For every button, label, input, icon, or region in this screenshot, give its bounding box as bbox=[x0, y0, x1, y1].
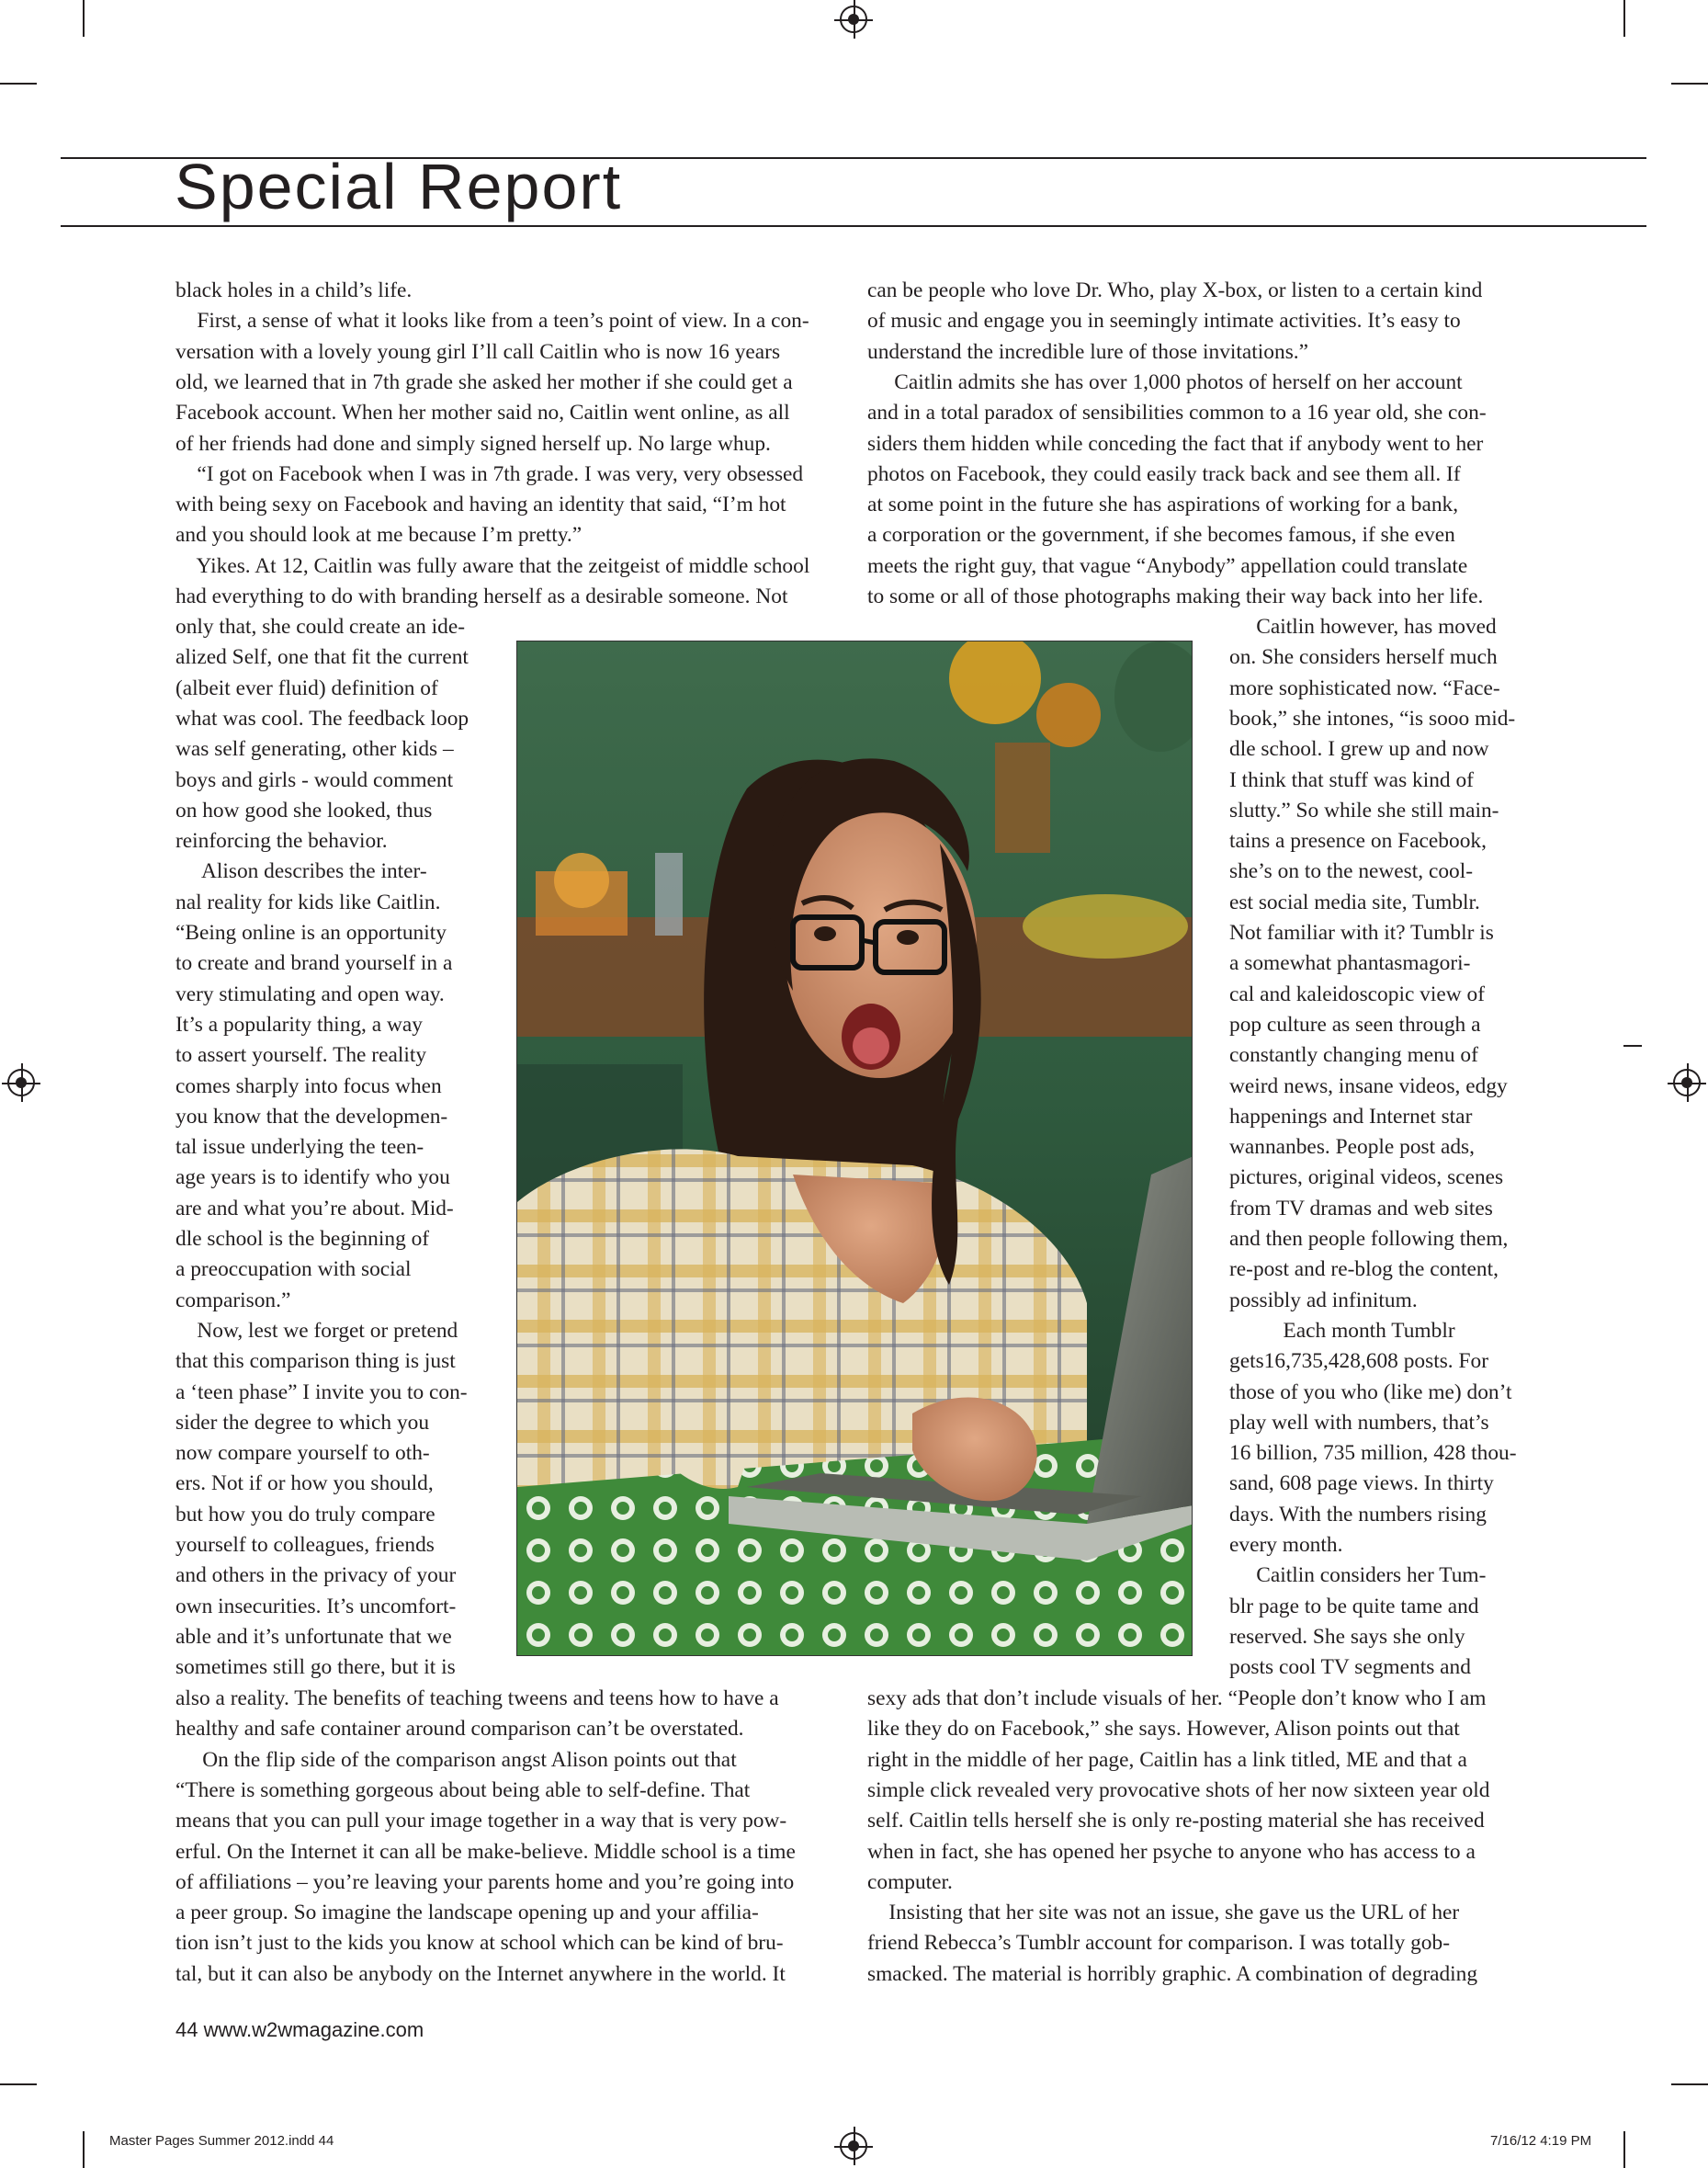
crop-mark bbox=[1671, 2083, 1708, 2085]
body-text-line: comparison.” bbox=[175, 1288, 291, 1312]
body-text-line: of music and engage you in seemingly intimate activities. It’s easy to bbox=[867, 309, 1461, 334]
article-photo bbox=[516, 641, 1193, 1656]
body-text-line: possibly ad infinitum. bbox=[1229, 1288, 1418, 1312]
registration-mark-icon bbox=[840, 6, 867, 33]
body-text-line: sexy ads that don’t include visuals of her. “People don’t know who I am bbox=[867, 1686, 1487, 1710]
body-text-line: means that you can pull your image together in a way that is very pow- bbox=[175, 1809, 787, 1833]
body-text-line: black holes in a child’s life. bbox=[175, 278, 413, 302]
body-text-line: was self generating, other kids – bbox=[175, 737, 454, 762]
registration-mark-icon bbox=[1673, 1069, 1701, 1096]
body-text-line: she’s on to the newest, cool- bbox=[1229, 859, 1474, 884]
body-text-line: to some or all of those photographs making their way back into her life. bbox=[867, 585, 1484, 608]
body-text-line: “I got on Facebook when I was in 7th grade. I was very, very obsessed bbox=[175, 461, 804, 486]
body-text-line: erful. On the Internet it can all be make-believe. Middle school is a time bbox=[175, 1839, 796, 1864]
registration-mark-icon bbox=[7, 1069, 35, 1096]
body-text-line: nal reality for kids like Caitlin. bbox=[175, 890, 441, 914]
body-text-line: “Being online is an opportunity bbox=[175, 921, 447, 945]
body-text-line: Yikes. At 12, Caitlin was fully aware that the zeitgeist of middle school bbox=[175, 553, 810, 578]
body-text-line: 16 billion, 735 million, 428 thou- bbox=[1229, 1441, 1517, 1466]
body-text-line: slutty.” So while she still main- bbox=[1229, 798, 1499, 823]
body-text-line: with being sexy on Facebook and having an identity that said, “I’m hot bbox=[175, 493, 786, 517]
body-text-line: of her friends had done and simply signed herself up. No large whup. bbox=[175, 431, 771, 456]
body-text-line: when in fact, she has opened her psyche to anyone who has access to a bbox=[867, 1839, 1476, 1864]
body-text-line: posts cool TV segments and bbox=[1229, 1655, 1471, 1680]
body-text-line: own insecurities. It’s uncomfort- bbox=[175, 1594, 457, 1618]
body-text-line: Caitlin considers her Tum- bbox=[1229, 1563, 1487, 1588]
body-text-line: “There is something gorgeous about being able to self-define. That bbox=[175, 1777, 751, 1802]
body-text-line: every month. bbox=[1229, 1533, 1343, 1557]
body-text-line: and you should look at me because I’m pretty.” bbox=[175, 523, 583, 548]
body-text-line: to assert yourself. The reality bbox=[175, 1043, 427, 1068]
body-text-line: book,” she intones, “is sooo mid- bbox=[1229, 706, 1516, 731]
body-text-line: ers. Not if or how you should, bbox=[175, 1471, 434, 1496]
body-text-line: comes sharply into focus when bbox=[175, 1073, 442, 1098]
body-text-line: friend Rebecca’s Tumblr account for comparison. I was totally gob- bbox=[867, 1931, 1450, 1956]
body-text-line: siders them hidden while conceding the fact that if anybody went to her bbox=[867, 431, 1484, 456]
woman-laptop-illustration bbox=[517, 641, 1193, 1656]
body-text-line: happenings and Internet star bbox=[1229, 1104, 1473, 1129]
body-text-line: also a reality. The benefits of teaching tweens and teens how to have a bbox=[175, 1686, 779, 1710]
body-text-line: reinforcing the behavior. bbox=[175, 829, 388, 854]
body-text-line: pop culture as seen through a bbox=[1229, 1012, 1481, 1037]
body-text-line: now compare yourself to oth- bbox=[175, 1441, 430, 1466]
body-text-line: of affiliations – you’re leaving your parents home and you’re going into bbox=[175, 1869, 795, 1894]
body-text-line: computer. bbox=[867, 1869, 953, 1894]
body-text-line: Caitlin admits she has over 1,000 photos of herself on her account bbox=[867, 369, 1463, 394]
body-text-line: and others in the privacy of your bbox=[175, 1563, 457, 1588]
registration-mark-icon bbox=[840, 2132, 867, 2160]
body-text-line: right in the middle of her page, Caitlin has a link titled, ME and that a bbox=[867, 1747, 1467, 1772]
body-text-line: wannanbes. People post ads, bbox=[1229, 1135, 1475, 1160]
body-text-line: simple click revealed very provocative shots of her now sixteen year old bbox=[867, 1777, 1490, 1802]
body-text-line: you know that the developmen- bbox=[175, 1104, 448, 1129]
body-text-line: a corporation or the government, if she becomes famous, if she even bbox=[867, 523, 1455, 548]
body-text-line: able and it’s unfortunate that we bbox=[175, 1624, 452, 1649]
body-text-line: I think that stuff was kind of bbox=[1229, 767, 1474, 792]
body-text-line: dle school is the beginning of bbox=[175, 1227, 430, 1251]
body-text-line: only that, she could create an ide- bbox=[175, 615, 465, 639]
body-text-line: On the flip side of the comparison angst Alison points out that bbox=[175, 1747, 737, 1772]
body-text-line: sometimes still go there, but it is bbox=[175, 1655, 456, 1680]
body-text-line: more sophisticated now. “Face- bbox=[1229, 675, 1500, 700]
section-title: Special Report bbox=[175, 151, 623, 222]
body-text-line: pictures, original videos, scenes bbox=[1229, 1165, 1504, 1190]
body-text-line: meets the right guy, that vague “Anybody” appellation could translate bbox=[867, 553, 1468, 578]
body-text-line: but how you do truly compare bbox=[175, 1502, 435, 1527]
slug-file-name: Master Pages Summer 2012.indd 44 bbox=[109, 2133, 334, 2149]
body-text-line: self. Caitlin tells herself she is only re-posting material she has received bbox=[867, 1809, 1485, 1833]
body-text-line: those of you who (like me) don’t bbox=[1229, 1379, 1512, 1404]
body-text-line: gets16,735,428,608 posts. For bbox=[1229, 1349, 1489, 1374]
body-text-line: blr page to be quite tame and bbox=[1229, 1594, 1479, 1618]
body-text-line: that this comparison thing is just bbox=[175, 1349, 456, 1374]
body-text-line: Insisting that her site was not an issue, she gave us the URL of her bbox=[867, 1901, 1460, 1925]
body-text-line: photos on Facebook, they could easily track back and see them all. If bbox=[867, 461, 1461, 486]
body-text-line: sand, 608 page views. In thirty bbox=[1229, 1471, 1494, 1496]
body-text-line: age years is to identify who you bbox=[175, 1165, 450, 1190]
crop-mark bbox=[83, 2131, 85, 2168]
body-text-line: and then people following them, bbox=[1229, 1227, 1509, 1251]
body-text-line: sider the degree to which you bbox=[175, 1410, 430, 1435]
body-text-line: on. She considers herself much bbox=[1229, 645, 1498, 670]
body-text-line: and in a total paradox of sensibilities common to a 16 year old, she con- bbox=[867, 401, 1487, 426]
body-text-line: a peer group. So imagine the landscape opening up and your affilia- bbox=[175, 1901, 759, 1925]
body-text-line: very stimulating and open way. bbox=[175, 982, 445, 1006]
body-text-line: a preoccupation with social bbox=[175, 1257, 412, 1282]
body-text-line: weird news, insane videos, edgy bbox=[1229, 1073, 1508, 1098]
body-text-line: est social media site, Tumblr. bbox=[1229, 890, 1480, 914]
body-text-line: old, we learned that in 7th grade she asked her mother if she could get a bbox=[175, 369, 793, 394]
body-text-line: boys and girls - would comment bbox=[175, 767, 454, 792]
crop-mark bbox=[0, 83, 37, 85]
crop-mark bbox=[1671, 83, 1708, 85]
body-text-line: alized Self, one that fit the current bbox=[175, 645, 469, 670]
body-text-line: tion isn’t just to the kids you know at school which can be kind of bru- bbox=[175, 1931, 784, 1956]
page-folio: 44 www.w2wmagazine.com bbox=[175, 2018, 424, 2041]
body-text-line: had everything to do with branding herself as a desirable someone. Not bbox=[175, 585, 788, 608]
body-text-line: what was cool. The feedback loop bbox=[175, 706, 469, 731]
body-text-line: at some point in the future she has aspirations of working for a bank, bbox=[867, 493, 1459, 517]
body-text-line: tains a presence on Facebook, bbox=[1229, 829, 1487, 854]
body-text-line: First, a sense of what it looks like from a teen’s point of view. In a con- bbox=[175, 309, 809, 334]
body-text-line: Alison describes the inter- bbox=[175, 859, 427, 884]
body-text-line: are and what you’re about. Mid- bbox=[175, 1196, 454, 1220]
body-text-line: like they do on Facebook,” she says. However, Alison points out that bbox=[867, 1717, 1460, 1742]
body-text-line: a ‘teen phase” I invite you to con- bbox=[175, 1379, 468, 1404]
body-text-line: It’s a popularity thing, a way bbox=[175, 1012, 423, 1037]
body-text-line: (albeit ever fluid) definition of bbox=[175, 675, 438, 700]
body-text-line: smacked. The material is horribly graphic. A combination of degrading bbox=[867, 1961, 1478, 1986]
body-text-line: reserved. She says she only bbox=[1229, 1624, 1465, 1649]
body-text-line: yourself to colleagues, friends bbox=[175, 1533, 435, 1557]
body-text-line: Not familiar with it? Tumblr is bbox=[1229, 921, 1494, 945]
body-text-line: healthy and safe container around comparison can’t be overstated. bbox=[175, 1717, 744, 1742]
body-text-line: to create and brand yourself in a bbox=[175, 951, 453, 976]
body-text-line: on how good she looked, thus bbox=[175, 798, 433, 823]
body-text-line: Facebook account. When her mother said no, Caitlin went online, as all bbox=[175, 401, 790, 426]
body-text-line: tal issue underlying the teen- bbox=[175, 1135, 424, 1160]
body-text-line: versation with a lovely young girl I’ll call Caitlin who is now 16 years bbox=[175, 339, 781, 364]
crop-mark bbox=[1623, 0, 1625, 37]
body-text-line: from TV dramas and web sites bbox=[1229, 1196, 1493, 1220]
body-text-line: can be people who love Dr. Who, play X-box, or listen to a certain kind bbox=[867, 278, 1483, 302]
body-text-line: a somewhat phantasmagori- bbox=[1229, 951, 1471, 976]
body-text-line: Caitlin however, has moved bbox=[1229, 615, 1497, 639]
body-text-line: constantly changing menu of bbox=[1229, 1043, 1478, 1068]
body-text-line: tal, but it can also be anybody on the Internet anywhere in the world. It bbox=[175, 1961, 786, 1986]
body-text-line: play well with numbers, that’s bbox=[1229, 1410, 1489, 1435]
crop-mark bbox=[1623, 2131, 1625, 2168]
body-text-line: dle school. I grew up and now bbox=[1229, 737, 1489, 762]
slug-timestamp: 7/16/12 4:19 PM bbox=[1490, 2133, 1592, 2149]
header-rule-bottom bbox=[61, 225, 1646, 227]
body-text-line: cal and kaleidoscopic view of bbox=[1229, 982, 1485, 1006]
crop-mark bbox=[0, 2083, 37, 2085]
crop-mark bbox=[1623, 1045, 1642, 1047]
body-text-line: re-post and re-blog the content, bbox=[1229, 1257, 1499, 1282]
body-text-line: days. With the numbers rising bbox=[1229, 1502, 1487, 1527]
crop-mark bbox=[83, 0, 85, 37]
body-text-line: Each month Tumblr bbox=[1229, 1318, 1455, 1343]
body-text-line: understand the incredible lure of those invitations.” bbox=[867, 339, 1309, 364]
body-text-line: Now, lest we forget or pretend bbox=[175, 1318, 458, 1343]
